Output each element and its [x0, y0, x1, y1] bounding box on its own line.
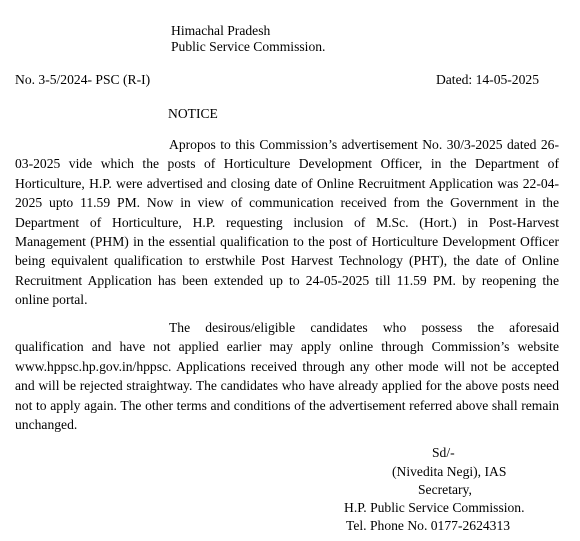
notice-paragraph-2: The desirous/eligible candidates who possess the aforesaid qualification and have not applied earlier may apply online through Commission’s website www.hppsc.hp.gov.in/hppsc. Applications received through any other mode will not be accepted and will be rejected straightway. The candidates who have already applied for the above posts need not to apply again. The other terms and conditions of the advertisement referred above shall remain unchanged. [15, 320, 559, 433]
organization-name: Public Service Commission. [171, 39, 326, 54]
notice-paragraph-1: Apropos to this Commission’s advertisement No. 30/3-2025 dated 26-03-2025 vide which the posts of Horticulture Development Officer, in the Department of Horticulture, H.P. were advertised and closing date of Online Recruitment Application was 22-04-2025 upto 11.59 PM. Now in view of communication received from the Government in the Department of Horticulture, H.P. requesting inclusion of M.Sc. (Hort.) in Post-Harvest Management (PHM) in the essential qualification to the post of Horticulture Development Officer being equivalent qualification to erstwhile Post Harvest Technology (PHT), the date of Online Recruitment Application has been extended up to 24-05-2025 till 11.59 PM. by reopening the online portal. [15, 137, 559, 308]
issuing-organization [171, 23, 325, 55]
signatory-name: (Nivedita Negi), IAS [392, 464, 507, 479]
organization-state: Himachal Pradesh [171, 23, 271, 38]
reference-number: No. 3-5/2024- PSC (R-I) [15, 72, 151, 87]
signature-mark: Sd/- [432, 445, 455, 460]
notice-date: Dated: 14-05-2025 [435, 72, 539, 87]
notice-title: NOTICE [168, 106, 218, 121]
signatory-organization: H.P. Public Service Commission. [344, 500, 525, 515]
contact-phone: Tel. Phone No. 0177-2624313 [346, 518, 511, 533]
signatory-designation: Secretary, [418, 482, 472, 497]
